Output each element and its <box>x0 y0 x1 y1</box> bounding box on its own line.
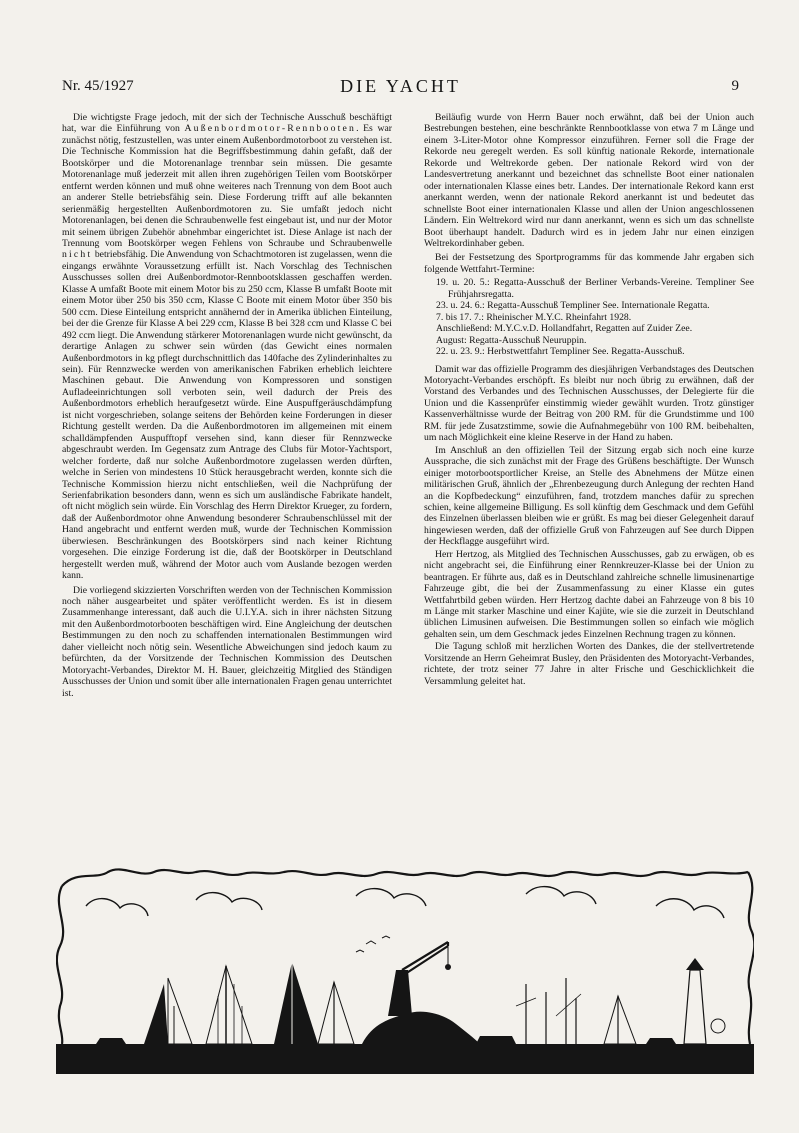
sailboat <box>274 962 318 1044</box>
paragraph-greeting: Im Anschluß an den offiziellen Teil der Sitzung ergab sich noch eine kurze Aussprache, die sich zunächst mit der Frage des Grüßens beschäftigte. Der Wunsch einiger motorbootsportlicher Kreise, an Stelle des Abnehmens der Mütze einen militärischen Gruß, ähnlich der „Ehrenbezeugung durch Anlegung der rechten Hand an die Kopfbedeckung“ einzuführen, fand, trotzdem manches dafür zu sprechen schien, keine allgemeine Billigung. Es soll künftig dem Geschmack und dem Gefühl des Einzelnen überlassen bleiben wie er grüßt. Es mag bei dieser Gelegenheit darauf hingewiesen werden, daß der offizielle Gruß von Fahrzeugen auf See durch Dippen der Heckflagge ausgeführt wird. <box>424 444 754 548</box>
spaced-term: Außenbordmotor-Rennbooten <box>184 123 357 135</box>
sailboat <box>318 982 354 1044</box>
coal-heap <box>362 1012 480 1044</box>
artist-monogram <box>711 1019 725 1033</box>
race-schedule <box>424 277 754 357</box>
schedule-item: Anschließend: M.Y.C.v.D. Hollandfahrt, Regatten auf Zuider Zee. <box>436 323 693 335</box>
schedule-item: 23. u. 24. 6.: Regatta-Ausschuß Templiner See. Internationale Regatta. <box>436 300 710 312</box>
right-column <box>424 112 754 688</box>
paragraph-program: Bei der Festsetzung des Sportprogramms für das kommende Jahr ergaben sich folgende Wettfahrt-Termine: <box>424 252 754 275</box>
crane <box>388 970 412 1016</box>
cloud-frame <box>62 869 748 886</box>
paragraph-elections: Damit war das offizielle Programm des diesjährigen Verbandstages des Deutschen Motoryacht-Verbandes erschöpft. Es bleibt nur noch übrig zu erwähnen, daß der Vorstand des Verbandes und des Technischen Ausschusses, der Delegierte für die Union und die Kassenprüfer einstimmig wieder gewählt wurden. Trotz günstiger Kassenverhältnisse wurde der Beitrag von 200 RM. für die Grundstimme und 100 RM. für jede Zusatzstimme, sowie die Aufnahmegebühr von 100 RM. beibehalten, um nach Möglichkeit eine kleine Reserve in der Hand zu haben. <box>424 363 754 444</box>
page-number: 9 <box>731 78 739 94</box>
sailboat <box>144 984 168 1044</box>
paragraph-records: Beiläufig wurde von Herrn Bauer noch erwähnt, daß bei der Union auch Bestrebungen bestehen, eine beschränkte Rennbootklasse von etwa 7 m Länge und einem 3-Liter-Motor ohne Kompressor einzuführen. Ferner soll die Frage der Rekorde neu geregelt werden. Es soll künftig nationale Rekorde, internationale Rekorde und Weltrekorde geben. Der nationale Rekord wird von der Landesvertretung anerkannt und bezeichnet das schnellste Boot einer nationalen oder internationalen Klasse eines betr. Landes. Der internationale Rekord kann erst anerkannt werden, wenn der nationale Rekord anerkannt ist und bedeutet das schnellste Boot einer internationalen Klasse und allen der Union angeschlossenen Ländern. Ein Weltrekord wird nur dann anerkannt, wenn es sich um das schnellste Boot überhaupt handelt. Dadurch wird es in jedem Jahr nur einen einzigen Weltrekordinhaber geben. <box>424 112 754 249</box>
paragraph-race-cruiser: Herr Hertzog, als Mitglied des Technischen Ausschusses, gab zu erwägen, ob es nicht angebracht sei, die Einführung einer Rennkreuzer-Klasse bei der Union zu beantragen. Er führte aus, daß es in Deutschland zahlreiche schnelle limusinenartige Fahrzeuge gibt, die bei der Zusammenfassung zu einer Klasse ein gutes Wettfahrtbild geben würden. Herr Hertzog dachte dabei an Fahrzeuge von 8 bis 10 m Länge mit starker Maschine und einer Kajüte, wie sie die zurzeit in Deutschland üblichen Limusinen aufweisen. Die Bestimmungen sollen so einfach wie möglich gehalten sein, um dem Geschmack jedes Einzelnen Rechnung tragen zu können. <box>424 548 754 640</box>
schedule-item: 19. u. 20. 5.: Regatta-Ausschuß der Berliner Verbands-Vereine. Templiner See Frühjahrsregatta. <box>436 277 754 300</box>
sailboat <box>604 996 636 1044</box>
left-column <box>62 112 392 700</box>
schedule-item: 22. u. 23. 9.: Herbstwettfahrt Templiner See. Regatta-Ausschuß. <box>436 346 685 358</box>
schedule-item: 7. bis 17. 7.: Rheinischer M.Y.C. Rheinfahrt 1928. <box>436 311 632 323</box>
page-header <box>62 78 739 102</box>
paragraph-outboard-rules <box>62 112 392 582</box>
paragraph-closing: Die Tagung schloß mit herzlichen Worten des Dankes, die der stellvertretende Vorsitzende an Herrn Geheimrat Busley, den Präsidenten des Motoryacht-Verbandes, richtete, der trotz seiner 77 Jahre in alter Frische und Geschicklichkeit die Versammlung geleitet hat. <box>424 641 754 687</box>
sea-band <box>56 1044 754 1074</box>
schedule-item: August: Regatta-Ausschuß Neuruppin. <box>436 334 587 346</box>
paragraph-regulations: Die vorliegend skizzierten Vorschriften werden von der Technischen Kommission noch näher ausgearbeitet und später veröffentlicht werden. Es ist in diesem Zusammenhange interessant, daß auch die U.I.Y.A. sich in ihrer nächsten Sitzung mit den Außenbordmotorbooten beschäftigen wird. Eine Angleichung der deutschen Bestimmungen zu den noch zu schaffenden internationalen Bestimmungen wird daher vielleicht noch nötig sein. Wesentliche Abweichungen sind jedoch kaum zu befürchten, da der Vorsitzende der Technischen Kommission des Deutschen Motoryacht-Verbandes, Direktor M. H. Bauer, gleichzeitig Mitglied des Ständigen Ausschusses der Union und somit über alle internationalen Fragen genau unterrichtet ist. <box>62 584 392 699</box>
spaced-term: nicht <box>62 249 93 261</box>
text-run: Die wichtigste Frage jedoch, mit der sich der Technische Ausschuß beschäftigt hat, war die Einführung von <box>62 112 392 135</box>
harbor-illustration <box>56 866 754 1074</box>
magazine-title: DIE YACHT <box>340 76 461 96</box>
text-run: betriebsfähig. Die Anwendung von Schachtmotoren ist zugelassen, wenn die eingangs erwähnte Voraussetzung erfüllt ist. Nach Vorschlag des Technischen Ausschusses sollen drei Außenbordmotor-Rennbootsklassen geschaffen werden. Klasse A umfaßt Boote mit einem Motor bis zu 250 ccm, Klasse B umfaßt Boote mit einem Motor über 250 bis 350 ccm, Klasse C Boote mit einem Motor über 350 bis 500 ccm. Diese Einteilung entspricht annähernd der in Amerika üblichen Einteilung, bei der die Grenze für Klasse A bei 229 ccm, Klasse B bei 328 ccm und Klasse C bei 492 ccm liegt. Die Anwendung stärkerer Motorenanlagen wurde nicht gewünscht, da derartige Anlagen zu schwer sein würden (das Gewicht eines normalen Außenbordmotors in kg pflegt durchschnittlich das 140fache des Zylinderinhaltes zu sein). Für Rennzwecke werden von amerikanischen Fabriken erheblich leichtere Maschinen gebaut. Die Anwendung von Kompressoren und sonstigen Aufladeeinrichtungen soll verboten sein, weil dadurch der Preis des Außenbordmotors erheblich heraufgesetzt würde. Eine Auspuffgeräuschdämpfung ist nicht vorgeschrieben, solange seitens der Behörden keine Forderungen in dieser Richtung gestellt werden. Da die Außenbordmotoren im allgemeinen mit einem schalldämpfenden Auspufftopf versehen sind, kann dieser für Rennzwecke abgeschraubt werden. Im Gegensatz zum Antrage des Clubs für Motor-Yachtsport, welcher forderte, daß nur solche Außenbordmotore zugelassen werden dürften, welche in Serien von mindestens 10 Stück herausgebracht werden, konnte sich die Technische Kommission hierzu nicht entschließen, weil die Nachprüfung der Serienfabrikation besonders dann, wenn es sich um ausländische Fabrikate handelt, oft nicht möglich sein würde. Ein Vorschlag des Herrn Direktor Krueger, zu fordern, daß der Außenbordmotor ohne Anwendung besonderer Schraubenschlüssel mit der Hand angebracht und entfernt werden muß, wurde der Technischen Kommission überwiesen. Beschränkungen des Bootskörpers sind nach keiner Richtung vorgesehen. Die einzige Forderung ist die, daß der Bootskörper in Deutschland hergestellt werden muß, während der Motor auch vom Auslande bezogen werden kann. <box>62 249 392 582</box>
text-run: . Es war zunächst nötig, festzustellen, was unter einem Außenbordmotorboot zu verstehen ist. Die Technische Kommission hat die Begriffsbestimmung dahin gefaßt, daß der Bootskörper und die Motorenanlage trennbar sein müssen. Die gesamte Motorenanlage muß jederzeit mit allen ihren zugehörigen Teilen vom Bootskörper entfernt werden können und muß ohne weiteres nach Trennung von dem Boot auch an anderer Stelle betriebsfähig sein. Diese Forderung trifft auf alle bekannten serienmäßig hergestellten Außenbordmotoren zu. Sie umfaßt jedoch nicht Motorenanlagen, bei denen die Schraubenwelle fest eingebaut ist, und nur der Motor mit seinem übrigen Zubehör abnehmbar eingerichtet ist. Diese Anlage ist nach der Trennung vom Bootskörper wegen Fehlens von Schraube und Schraubenwelle <box>62 123 392 249</box>
issue-number: Nr. 45/1927 <box>62 78 134 94</box>
sailboat <box>206 966 252 1044</box>
